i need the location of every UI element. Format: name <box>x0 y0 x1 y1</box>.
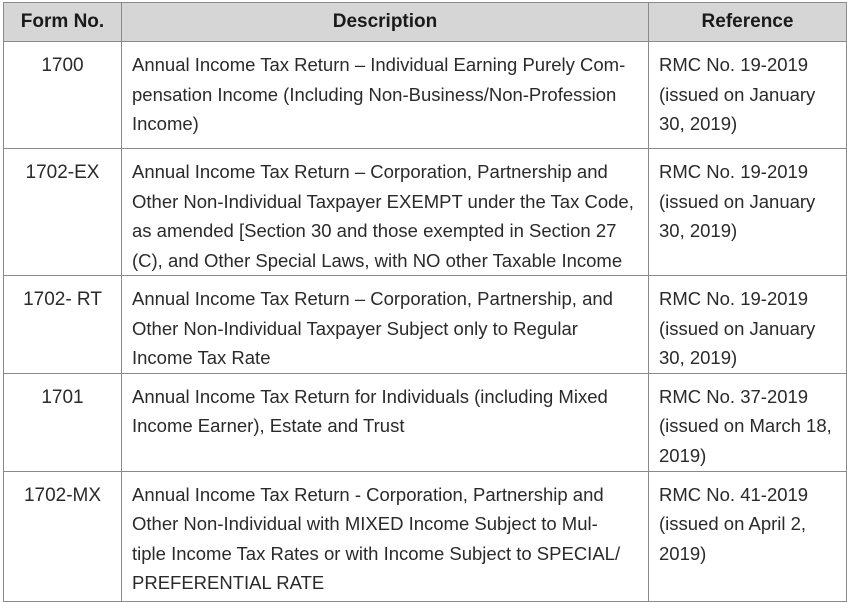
table-body <box>4 42 847 602</box>
description-line: Other Non-Individual with MIXED Income Subject to Mul- <box>132 513 598 534</box>
form-number-cell: 1702-MX <box>4 471 122 601</box>
form-number-cell: 1701 <box>4 373 122 471</box>
reference-line: (issued on January <box>659 317 816 339</box>
description-cell <box>122 276 649 374</box>
header-reference: Reference <box>649 3 847 42</box>
reference-cell <box>649 373 847 471</box>
description-line: Annual Income Tax Return – Individual Earning Purely Com- <box>132 54 626 75</box>
reference-line: 2019) <box>659 542 707 564</box>
reference-line: (issued on January <box>659 190 816 212</box>
description-line: pensation Income (Including Non-Business/Non-Profession <box>132 83 617 105</box>
reference-line: RMC No. 37-2019 <box>659 385 809 407</box>
reference-cell <box>649 42 847 149</box>
form-number-cell: 1702- RT <box>4 276 122 374</box>
description-line: Other Non-Individual Taxpayer Subject only to Regular <box>132 317 578 339</box>
tax-forms-table <box>3 2 847 602</box>
reference-line: 30, 2019) <box>659 347 738 368</box>
reference-cell <box>649 471 847 601</box>
form-number-cell: 1700 <box>4 42 122 149</box>
reference-line: (issued on March 18, <box>659 415 832 436</box>
reference-cell <box>649 276 847 374</box>
table-row <box>4 276 847 374</box>
reference-line: RMC No. 19-2019 <box>659 161 809 182</box>
description-line: Income) <box>132 113 199 134</box>
header-description: Description <box>122 3 649 42</box>
description-line: PREFERENTIAL RATE <box>132 572 325 593</box>
table-row <box>4 42 847 149</box>
description-line: Annual Income Tax Return – Corporation, Partnership, and <box>132 288 613 309</box>
reference-cell <box>649 149 847 276</box>
header-row <box>4 3 847 42</box>
reference-line: 2019) <box>659 444 707 466</box>
reference-line: RMC No. 41-2019 <box>659 483 809 505</box>
description-line: Annual Income Tax Return – Corporation, Partnership and <box>132 161 608 182</box>
description-line: Annual Income Tax Return - Corporation, Partnership and <box>132 483 604 505</box>
reference-line: RMC No. 19-2019 <box>659 288 809 309</box>
description-line: as amended [Section 30 and those exempted in Section 27 <box>132 220 617 241</box>
table-row <box>4 471 847 601</box>
description-line: tiple Income Tax Rates or with Income Subject to SPECIAL/ <box>132 542 621 564</box>
description-line: (C), and Other Special Laws, with NO other Taxable Income <box>132 249 623 271</box>
description-cell <box>122 42 649 149</box>
description-line: Annual Income Tax Return for Individuals (including Mixed <box>132 385 608 407</box>
description-cell <box>122 149 649 276</box>
table-header <box>4 3 847 42</box>
table-row <box>4 373 847 471</box>
form-number-cell: 1702-EX <box>4 149 122 276</box>
reference-line: (issued on April 2, <box>659 513 807 534</box>
table-row <box>4 149 847 276</box>
description-line: Income Tax Rate <box>132 347 271 368</box>
reference-line: 30, 2019) <box>659 113 738 134</box>
reference-line: 30, 2019) <box>659 220 738 241</box>
description-cell <box>122 471 649 601</box>
header-form-no: Form No. <box>4 3 122 42</box>
description-line: Income Earner), Estate and Trust <box>132 415 405 436</box>
description-cell <box>122 373 649 471</box>
description-line: Other Non-Individual Taxpayer EXEMPT under the Tax Code, <box>132 190 634 212</box>
reference-line: RMC No. 19-2019 <box>659 54 809 75</box>
reference-line: (issued on January <box>659 83 816 105</box>
